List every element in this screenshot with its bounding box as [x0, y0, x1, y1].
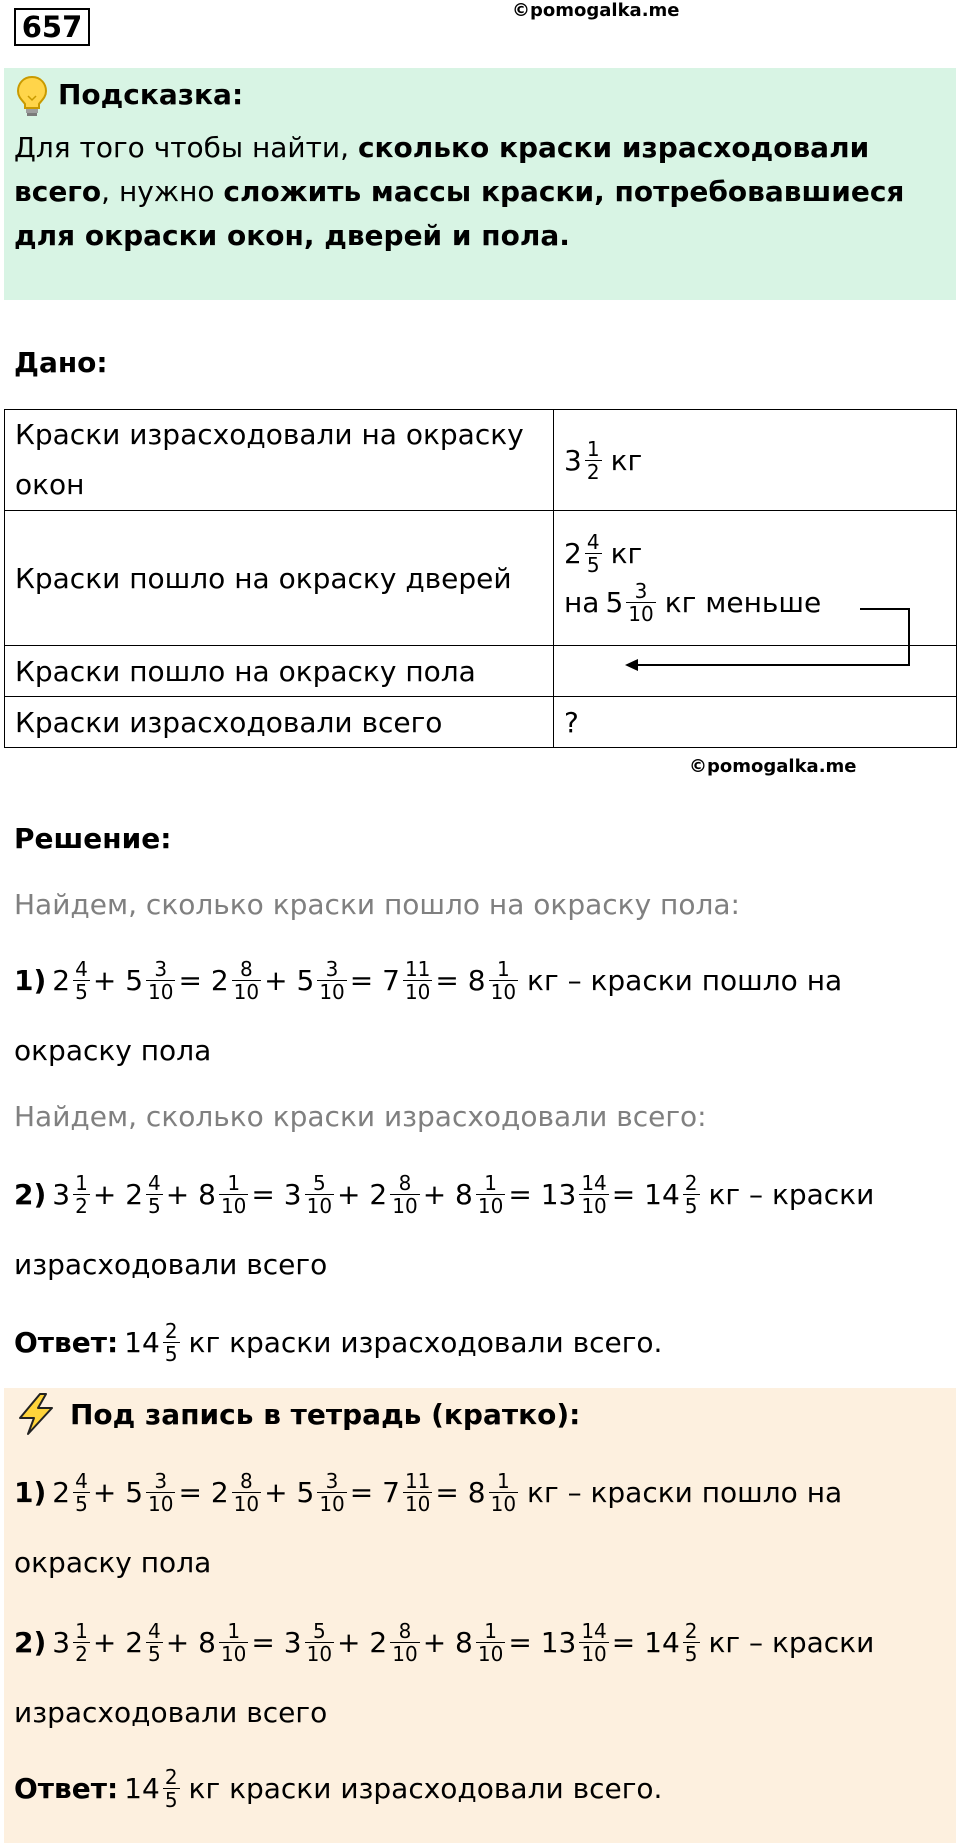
comment: Найдем, сколько краски пошло на окраску пола: [14, 888, 740, 921]
table-row [5, 410, 957, 511]
problem-number: 657 [14, 8, 90, 46]
watermark: ©pomogalka.me [512, 0, 680, 21]
hint-title: Подсказка: [58, 78, 244, 111]
row-label: Краски пошло на окраску пола [5, 646, 554, 697]
given-title: Дано: [14, 346, 108, 379]
watermark: ©pomogalka.me [689, 756, 857, 777]
row-label: Краски пошло на окраску дверей [5, 511, 554, 646]
arrow-icon [620, 600, 920, 680]
row-label: Краски израсходовали всего [5, 697, 554, 748]
row-label: Краски израсходовали на окраску окон [5, 410, 554, 511]
step-2-cont: израсходовали всего [14, 1248, 328, 1281]
row-value: ? [554, 697, 957, 748]
hint-text: Для того чтобы найти, сколько краски израсходовали всего, нужно сложить массы краски, потребовавшиеся для окраски окон, дверей и пола. [14, 131, 905, 252]
comment: Найдем, сколько краски израсходовали всего: [14, 1100, 707, 1133]
short-step-1: 1) 2 4 5 + 5 3 10 = 2 8 10 + 5 3 10 = 7 11 10 = 8 1 10 кг – краски пошло на [14, 1468, 843, 1516]
short-title: Под запись в тетрадь (кратко): [70, 1398, 581, 1431]
lightbulb-icon [14, 74, 50, 118]
table-row [5, 697, 957, 748]
short-step-2-cont: израсходовали всего [14, 1696, 328, 1729]
step-1-cont: окраску пола [14, 1034, 212, 1067]
lightning-icon [16, 1392, 56, 1436]
short-step-1-cont: окраску пола [14, 1546, 212, 1579]
step-1: 1) 2 4 5 + 5 3 10 = 2 8 10 + 5 3 10 = 7 11 10 = 8 1 10 кг – краски пошло на [14, 956, 843, 1004]
solution-title: Решение: [14, 822, 172, 855]
answer: Ответ: 14 2 5 кг краски израсходовали всего. [14, 1318, 663, 1366]
row-value: 2 4 5 кг на 5 3 10 кг меньше [554, 511, 957, 646]
short-step-2: 2) 3 1 2 + 2 4 5 + 8 1 10 = 3 5 10 + 2 8 10 + 8 1 10 = 13 14 10 = 14 2 5 кг – краски [14, 1618, 875, 1666]
given-table [4, 409, 957, 748]
row-value: 3 1 2 кг [554, 410, 957, 511]
step-2: 2) 3 1 2 + 2 4 5 + 8 1 10 = 3 5 10 + 2 8 10 + 8 1 10 = 13 14 10 = 14 2 5 кг – краски [14, 1170, 875, 1218]
short-answer: Ответ: 14 2 5 кг краски израсходовали всего. [14, 1764, 663, 1812]
